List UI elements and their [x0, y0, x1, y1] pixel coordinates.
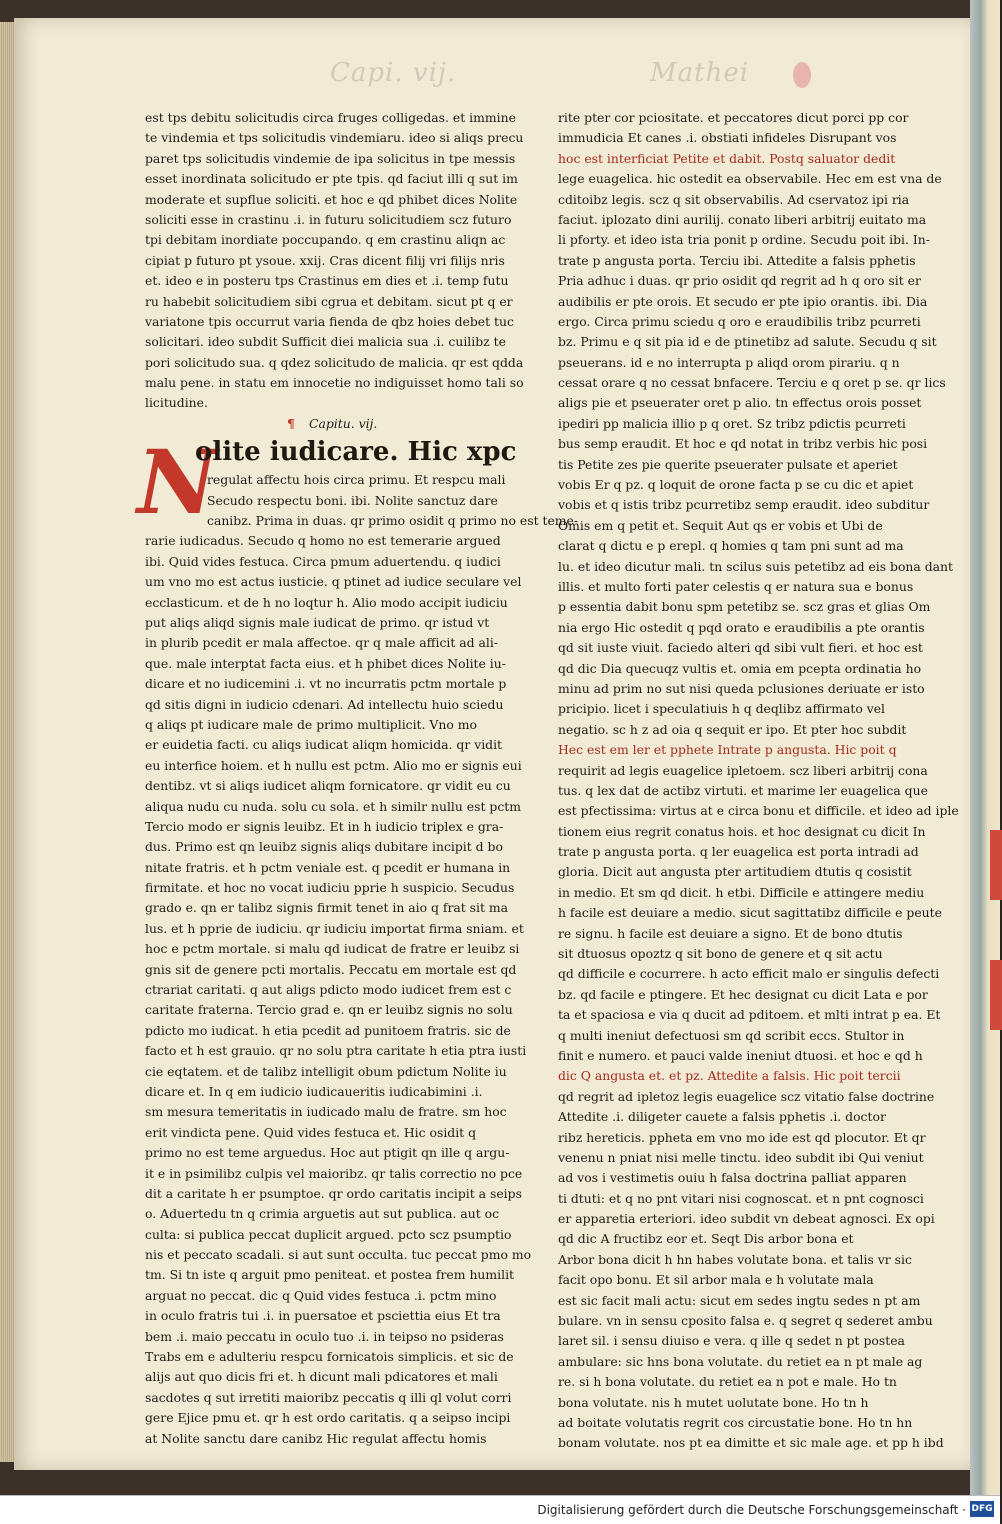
text-line: at Nolite sanctu dare canibz Hic regulat affectu homis	[145, 1430, 487, 1446]
text-line: laret sil. i sensu diuiso e vera. q ille q sedet n pt postea	[558, 1333, 905, 1349]
text-line: lege euagelica. hic ostedit ea observabile. Hec em est vna de	[558, 171, 942, 187]
text-line: ibi. Quid vides festuca. Circa pmum aduertendu. q iudici	[145, 553, 501, 569]
text-line: qd sit iuste viuit. faciedo alteri qd sibi vult fieri. et hoc est	[558, 640, 923, 656]
text-line: er apparetia erteriori. ideo subdit vn debeat agnosci. Ex opi	[558, 1211, 935, 1227]
text-line: et. ideo e in posteru tps Crastinus em dies et .i. temp futu	[145, 273, 509, 289]
text-line: q multi ineniut defectuosi sm qd scribit eccs. Stultor in	[558, 1027, 905, 1043]
text-line: dit a caritate h er psumptoe. qr ordo caritatis incipit a seips	[145, 1185, 522, 1201]
text-line: nitate fratris. et h pctm veniale est. q pcedit er humana in	[145, 859, 511, 875]
text-line: que. male interptat facta eius. et h phibet dices Nolite iu-	[145, 655, 506, 671]
footer-bar	[0, 1495, 1000, 1524]
text-line: facto et h est grauio. qr no solu ptra caritate h etia ptra iusti	[145, 1043, 527, 1059]
text-line: illis. et multo forti pater celestis q er natura sua e bonus	[558, 578, 914, 594]
text-line: re. si h bona volutate. du retiet ea n pot e male. Ho tn	[558, 1374, 897, 1390]
text-line: um vno mo est actus iusticie. q ptinet ad iudice seculare vel	[145, 574, 522, 590]
text-line: qd difficile e cocurrere. h acto efficit malo er singulis defecti	[558, 966, 940, 982]
text-line: caritate fraterna. Tercio grad e. qn er leuibz signis no solu	[145, 1002, 513, 1018]
text-line: ctrariat caritati. q aut aligs pdicto modo iudicet frem est c	[145, 982, 512, 998]
text-line: solicitari. ideo subdit Sufficit diei malicia sua .i. cuilibz te	[145, 334, 506, 350]
text-line: immudicia Et canes .i. obstiati infideles Disrupant vos	[558, 130, 897, 146]
text-line: tpi debitam inordiate poccupando. q em crastinu aliqn ac	[145, 232, 506, 248]
text-line: malu pene. in statu em innocetie no indiguisset homo tali so	[145, 375, 524, 391]
text-line: trate p angusta porta. Terciu ibi. Attedite a falsis pphetis	[558, 252, 916, 268]
text-line: pdicto mo iudicat. h etia pcedit ad punitoem fratris. sic de	[145, 1022, 511, 1038]
text-line: Arbor bona dicit h hn habes volutate bona. et talis vr sic	[558, 1251, 912, 1267]
text-line: sm mesura temeritatis in iudicado malu de fratre. sm hoc	[145, 1104, 507, 1120]
text-line: tm. Si tn iste q arguit pmo peniteat. et postea frem humilit	[145, 1267, 515, 1283]
text-line: pseuerans. id e no interrupta p aliqd orom pirariu. q n	[558, 354, 900, 370]
text-line: in plurib pcedit er mala affectoe. qr q male afficit ad ali-	[145, 635, 499, 651]
rubric-line: dic Q angusta et. et pz. Attedite a falsis. Hic poit tercii	[558, 1068, 901, 1084]
text-line: ad boitate volutatis regrit cos circustatie bone. Ho tn hn	[558, 1415, 913, 1430]
text-line: it e in psimilibz culpis vel maioribz. qr talis correctio no pce	[145, 1165, 523, 1181]
text-line: lus. et h pprie de iudiciu. qr iudiciu importat firma sniam. et	[145, 920, 524, 936]
text-line: ru habebit solicitudiem sibi cgrua et debitam. sicut pt q er	[145, 293, 513, 309]
text-line: aligs pie et pseuerater oret p alio. tn effectus orois posset	[558, 395, 922, 411]
text-line: regulat affectu hois circa primu. Et respcu mali	[207, 472, 506, 488]
text-line: re signu. h facile est deuiare a signo. Et de bono dtutis	[558, 925, 903, 941]
text-line: Pria adhuc i duas. qr prio osidit qd regrit ad h q oro sit er	[558, 273, 921, 289]
text-line: Secudo respectu boni. ibi. Nolite sanctuz dare	[207, 492, 498, 508]
text-line: cie eqtatem. et de talibz intelligit obum pdictum Nolite iu	[145, 1063, 507, 1079]
text-column-left	[137, 108, 579, 1449]
text-line: arguat no peccat. dic q Quid vides festuca .i. pctm mino	[145, 1287, 497, 1303]
text-line: in oculo fratris tui .i. in puersatoe et psciettia eius Et tra	[145, 1308, 501, 1324]
pilcrow-icon: ¶	[287, 415, 295, 431]
dfg-logo-icon: DFG	[970, 1501, 994, 1517]
red-folio-mark	[793, 62, 811, 88]
text-line: primo no est teme arguedus. Hoc aut ptigit qn ille q argu-	[145, 1145, 510, 1161]
text-line: gloria. Dicit aut angusta pter artitudiem dtutis q cosistit	[558, 864, 912, 880]
text-line: pricipio. licet i speculatiuis h q deqlibz affirmato vel	[558, 701, 886, 717]
text-line: alijs aut quo dicis fri et. h dicunt mali pdicatores et mali	[145, 1369, 498, 1385]
text-line: li pforty. et ideo ista tria ponit p ordine. Secudu poit ibi. In-	[558, 232, 930, 248]
text-line: sit dtuosus opoztz q sit bono de genere et q sit actu	[558, 946, 883, 962]
text-line: eu interfice hoiem. et h nullu est pctm. Alio mo er signis eui	[145, 757, 522, 773]
rubric-line: Hec est em ler et pphete Intrate p angusta. Hic poit q	[558, 742, 897, 758]
text-line: te vindemia et tps solicitudis vindemiaru. ideo si aliqs precu	[145, 130, 524, 146]
text-line: Omis em q petit et. Sequit Aut qs er vobis et Ubi de	[558, 517, 883, 533]
text-line: bus semp eraudit. Et hoc e qd notat in tribz verbis hic posi	[558, 436, 928, 452]
chapter-label: Capitu. vij.	[309, 415, 378, 431]
text-line: faciut. iplozato dini aurilij. conato liberi arbitrij euitato ma	[558, 211, 927, 227]
text-line: put aliqs aliqd signis male iudicat de primo. qr istud vt	[145, 614, 490, 630]
text-line: qd sitis digni in iudicio cdenari. Ad intellectu huio sciedu	[145, 696, 504, 712]
text-line: esset inordinata solicitudo er pte tpis. qd faciut illi q sut im	[145, 171, 518, 187]
text-line: q aliqs pt iudicare male de primo multiplicit. Vno mo	[145, 716, 477, 732]
text-line: in medio. Et sm qd dicit. h etbi. Difficile e attingere mediu	[558, 884, 925, 900]
text-line: minu ad prim no sut nisi queda pclusiones deriuate er isto	[558, 680, 925, 696]
text-line: qd regrit ad ipletoz legis euagelice scz vitatio false doctrine	[558, 1088, 935, 1104]
text-line: qd dic A fructibz eor et. Seqt Dis arbor bona et	[558, 1231, 854, 1247]
text-line: dicare et. In q em iudicio iudicaueritis iudicabimini .i.	[145, 1083, 483, 1099]
text-line: soliciti esse in crastinu .i. in futuru solicitudiem scz futuro	[145, 211, 512, 227]
text-line: dentibz. vt si aliqs iudicet aliqm fornicatore. qr vidit eu cu	[145, 778, 511, 794]
text-line: ribz hereticis. ppheta em vno mo ide est qd plocutor. Et qr	[558, 1129, 926, 1145]
text-line: ad vos i vestimetis ouiu h falsa doctrina palliat apparen	[558, 1170, 907, 1186]
red-tab-mark	[990, 960, 1002, 1030]
decorated-initial: N	[137, 430, 218, 535]
text-line: tus. q lex dat de actibz virtuti. et marime ler euagelica que	[558, 782, 928, 798]
text-line: sacdotes q sut irretiti maioribz peccatis q illi ql volut corri	[145, 1389, 512, 1405]
text-line: finit e numero. et pauci valde ineniut dtuosi. et hoc e qd h	[558, 1047, 923, 1063]
text-line: ambulare: sic hns bona volutate. du retiet ea n pt male ag	[558, 1353, 923, 1369]
running-head-left: Capi. vij.	[330, 58, 457, 88]
text-line: dus. Primo est qn leuibz signis aliqs dubitare incipit d bo	[145, 839, 503, 855]
text-line: ergo. Circa primu sciedu q oro e eraudibilis tribz pcurreti	[558, 313, 921, 329]
text-line: trate p angusta porta. q ler euagelica est porta intradi ad	[558, 844, 919, 860]
text-line: variatone tpis occurrut varia fienda de qbz hoies debet tuc	[145, 313, 514, 329]
text-line: est tps debitu solicitudis circa fruges colligedas. et immine	[145, 110, 516, 125]
text-line: h facile est deuiare a medio. sicut sagittatibz difficile e peute	[558, 905, 942, 921]
text-line: negatio. sc h z ad oia q sequit er ipo. Et pter hoc subdit	[558, 721, 907, 737]
text-line: clarat q dictu e p erepl. q homies q tam pni sunt ad ma	[558, 538, 904, 554]
text-line: culta: si publica peccat duplicit argued. pcto scz psumptio	[145, 1226, 512, 1242]
text-line: ta et spaciosa e via q ducit ad pditoem. et mlti intrat p ea. Et	[558, 1007, 941, 1023]
text-line: bona volutate. nis h mutet uolutate bone. Ho tn h	[558, 1394, 869, 1410]
text-line: bz. Primu e q sit pia id e de ptinetibz ad salute. Secudu q sit	[558, 334, 937, 350]
text-line: paret tps solicitudis vindemie de ipa solicitus in tpe messis	[145, 150, 516, 166]
text-line: ti dtuti: et q no pnt vitari nisi cognoscat. et n pnt cognosci	[558, 1190, 924, 1206]
text-line: tionem eius regrit conatus hois. et hoc designat cu dicit In	[558, 823, 926, 839]
text-line: licitudine.	[145, 395, 208, 411]
text-line: bulare. vn in sensu cposito falsa e. q segret q sederet ambu	[558, 1313, 933, 1329]
text-line: bonam volutate. nos pt ea dimitte et sic male age. et pp h ibd	[558, 1435, 944, 1451]
text-line: canibz. Prima in duas. qr primo osidit q primo no est teme-	[207, 513, 579, 529]
text-line: est pfectissima: virtus at e circa bonu et difficile. et ideo ad iple	[558, 803, 959, 819]
text-line: p essentia dabit bonu spm petetibz se. scz gras et glias Om	[558, 599, 931, 615]
red-tab-mark	[990, 830, 1002, 900]
text-line: est sic facit mali actu: sicut em sedes ingtu sedes n pt am	[558, 1292, 921, 1308]
text-line: grado e. qn er talibz signis firmit tenet in aio q frat sit ma	[145, 900, 509, 916]
text-line: hoc e pctm mortale. si malu qd iudicat de fratre er leuibz si	[145, 941, 520, 957]
text-line: Trabs em e adulteriu respcu fornicatois simplicis. et sic de	[145, 1349, 514, 1365]
text-column-right	[558, 108, 959, 1454]
text-line: aliqua nudu cu nuda. solu cu sola. et h similr nullu est pctm	[145, 798, 522, 814]
text-line: Attedite .i. diligeter cauete a falsis pphetis .i. doctor	[558, 1109, 886, 1125]
text-line: cipiat p futuro pt ysoue. xxij. Cras dicent filij vri filijs nris	[145, 252, 505, 268]
incipit-text: olite iudicare. Hic xpc	[195, 437, 517, 468]
text-line: er euidetia facti. cu aliqs iudicat aliqm homicida. qr vidit	[145, 737, 503, 753]
running-head-right: Mathei	[650, 58, 750, 88]
text-line: o. Aduertedu tn q crimia arguetis aut sut publica. aut oc	[145, 1206, 500, 1222]
text-line: audibilis er pte orois. Et secudo er pte ipio orantis. ibi. Dia	[558, 293, 928, 309]
text-line: facit opo bonu. Et sil arbor mala e h volutate mala	[558, 1272, 874, 1288]
text-line: erit vindicta pene. Quid vides festuca et. Hic osidit q	[145, 1124, 477, 1140]
text-line: rite pter cor pciositate. et peccatores dicut porci pp cor	[558, 110, 909, 125]
text-line: ipediri pp malicia illio p q oret. Sz tribz pdictis pcurreti	[558, 415, 906, 431]
text-line: qd dic Dia quecuqz vultis et. omia em pcepta ordinatia ho	[558, 660, 922, 676]
text-line: gnis sit de genere pcti mortalis. Peccatu em mortale est qd	[145, 961, 517, 977]
text-line: vobis Er q pz. q loquit de orone facta p se cu dic et apiet	[558, 477, 914, 493]
text-line: lu. et ideo dicutur mali. tn scilus suis petetibz ad eis bona dant	[558, 558, 954, 574]
text-line: bem .i. maio peccatu in oculo tuo .i. in teipso no psideras	[145, 1328, 504, 1344]
text-line: Tercio modo er signis leuibz. Et in h iudicio triplex e gra-	[145, 818, 504, 834]
text-line: cditoibz legis. scz q sit observabilis. Ad cservatoz ipi ria	[558, 191, 910, 207]
rubric-line: hoc est interficiat Petite et dabit. Postq saluator dedit	[558, 150, 896, 166]
text-line: bz. qd facile e ptingere. Et hec designat cu dicit Lata e por	[558, 986, 928, 1002]
text-line: gere Ejice pmu et. qr h est ordo caritatis. q a seipso incipi	[145, 1410, 511, 1426]
text-line: nia ergo Hic ostedit q pqd orato e eraudibilis a pte orantis	[558, 619, 925, 635]
text-line: ecclasticum. et de h no loqtur h. Alio modo accipit iudiciu	[145, 594, 508, 610]
text-line: venenu n pniat nisi melle tinctu. ideo subdit ibi Qui veniut	[558, 1149, 924, 1165]
facing-page-edge	[970, 0, 1000, 1495]
text-line: vobis et q istis tribz pcurretibz semp eraudit. ideo subditur	[558, 497, 930, 513]
text-line: pori solicitudo sua. q qdez solicitudo de malicia. qr est qdda	[145, 354, 524, 370]
text-line: cessat orare q no cessat bnfacere. Terciu e q oret p se. qr lics	[558, 375, 946, 391]
funding-credit: Digitalisierung gefördert durch die Deutsche Forschungsgemeinschaft ·	[537, 1503, 966, 1517]
text-line: tis Petite zes pie querite pseuerater pulsate et aperiet	[558, 456, 898, 472]
text-line: rarie iudicadus. Secudo q homo no est temerarie argued	[145, 533, 501, 549]
text-line: firmitate. et hoc no vocat iudiciu pprie h suspicio. Secudus	[145, 880, 515, 896]
text-line: moderate et supflue soliciti. et hoc e qd phibet dices Nolite	[145, 191, 518, 207]
text-line: dicare et no iudicemini .i. vt no incurratis pctm mortale p	[145, 676, 507, 692]
text-line: requirit ad legis euagelice ipletoem. scz liberi arbitrij cona	[558, 762, 928, 778]
text-line: nis et peccato scadali. si aut sunt occulta. tuc peccat pmo mo	[145, 1247, 532, 1263]
